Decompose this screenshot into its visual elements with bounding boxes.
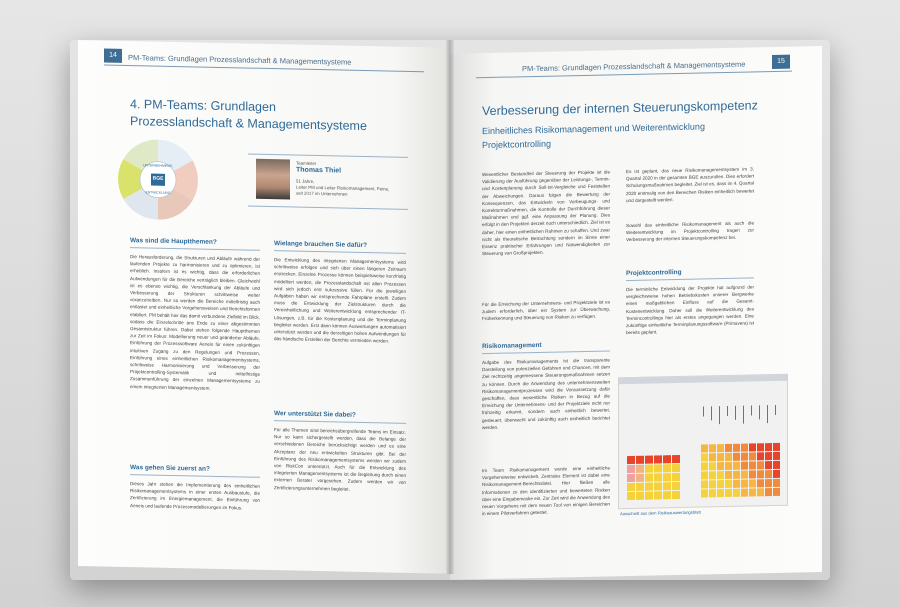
process-circle-diagram (118, 139, 198, 221)
risk-marker-bar (775, 405, 776, 415)
left-title-line2: Prozesslandschaft & Managementsysteme (130, 114, 367, 134)
figure-caption: Ausschnitt aus dem Risikoauswertungsblatt (620, 509, 701, 517)
risk-grid-cell (627, 456, 635, 464)
risk-heatmap-cell (749, 452, 756, 460)
risk-heatmap-cell (717, 489, 724, 497)
right-title: Verbesserung der internen Steuerungskompetenz (482, 98, 758, 119)
risk-grid-cell (636, 456, 644, 464)
risk-heatmap-cell (757, 479, 764, 487)
risk-grid-cell (636, 492, 644, 500)
left-col1-heading1: Was sind die Hauptthemen? (130, 237, 217, 246)
risk-heatmap-cell (757, 452, 764, 460)
sheet-header-bar (619, 375, 787, 385)
risk-heatmap-cell (725, 471, 732, 479)
right-col1-text3: Aufgabe des Risikomanagements ist die transparente Darstellung von potenziellen Gefahren und Chancen, mit dem Ziel rechtzeitig angemessene Steuerungsmaßnahmen setzen zu können. Durch die Anwendung des unternehmensweiten Risikomanagementprozesses wird die Voraussetzung dafür geschaffen, dass wesentliche Risiken in Bezug auf die Erreichung der Unternehmens- und der Projektziele nicht nur frühzeitig erkannt, sondern auch einheitlich bewertet, gesteuert, überwacht und zukünftig auch einheitlich berichtet werden. (482, 357, 610, 430)
risk-heatmap-cell (749, 443, 756, 451)
left-col1-heading2: Was gehen Sie zuerst an? (130, 464, 210, 473)
left-title-line1: 4. PM-Teams: Grundlagen (130, 97, 276, 115)
risk-heatmap-cell (741, 453, 748, 461)
left-running-header: PM-Teams: Grundlagen Prozesslandschaft & Managementsysteme (128, 53, 352, 67)
left-col2-heading1: Wielange brauchen Sie dafür? (274, 240, 368, 250)
risk-grid-cell (654, 455, 662, 463)
left-col2-rule2 (274, 420, 406, 424)
circle-center-label: BGE (152, 175, 164, 182)
risk-heatmap-cell (701, 471, 708, 479)
risk-heatmap-cell (709, 471, 716, 479)
risk-heatmap-cell (773, 479, 780, 487)
risk-marker-bar (743, 406, 744, 424)
risk-marker-bar (759, 405, 760, 419)
risk-heatmap-cell (709, 453, 716, 461)
risk-heatmap-cell (765, 479, 772, 487)
profile-top-rule (248, 154, 408, 158)
risk-marker-bar (727, 406, 728, 416)
profile-line3: seit 2017 im Unternehmen (296, 190, 348, 197)
left-col2-text1: Die Entwicklung des integrierten Managementsystems wird schrittweise erfolgen und sich über einen längeren Zeitraum erstrecken. Einzelne Prozesse können beispielsweise kurzfristig modelliert werden, die Prozesslandschaft mit allen Prozessen wird sich jedoch erst sukzessive füllen. Für die jeweiligen Aufgaben haben wir entsprechende Fahrpläne erstellt. Zudem muss die Entwicklung der Zielstrukturen durch die Vereinheitlichung und Weiterentwicklung entsprechender IT-Lösungen, z.B. für die Kostenplanung und die Terminplanung begleitet werden. Erst dann können Auswertungen automatisiert unterstützt werden und die derzeitigen hohen Aufwendungen für das händische Erstellen der Berichte vermieden werden. (274, 257, 406, 344)
risk-heatmap-cell (725, 453, 732, 461)
risk-heatmap-cell (741, 471, 748, 479)
risk-marker-bar (767, 405, 768, 423)
profile-line2: Leiter PM und Leiter Risikomanagement, Peine, (296, 184, 390, 192)
risk-grid-cell (663, 464, 671, 472)
risk-heatmap-cell (733, 489, 740, 497)
risk-grid-cell (636, 465, 644, 473)
risk-heatmap-cell (733, 480, 740, 488)
right-col2-text1: Es ist geplant, das neue Risikomanagementsystem im 3. Quartal 2020 in der gesamten BGE auszurollen. Dies erfordert Schulungsmaßnahmen begleitet. Ziel ist es, dass im 4. Quartal 2020 erstmalig von den Bereichen Risiken einheitlich bewertet und dargestellt werden. (626, 166, 754, 203)
risk-marker-bar (719, 406, 720, 424)
risk-heatmap-cell (773, 470, 780, 478)
risk-heatmap-cell (725, 462, 732, 470)
profile-bottom-rule (248, 206, 408, 210)
risk-grid-cell (663, 473, 671, 481)
right-col2-text2: Sowohl das einheitliche Risikomanagement als auch die Weiterentwicklung im Projektcontrolling tragen zur Verbesserung der internen Steuerungskompetenz bei. (626, 220, 754, 243)
risk-heatmap-cell (749, 488, 756, 496)
risk-heatmap-cell (709, 489, 716, 497)
left-col2-text2: Für alle Themen sind bereichsübergreifende Teams im Einsatz. Nur so kann sichergestellt werden, dass die Belange der verschiedenen Bereiche berücksichtigt werden und es eine Akzeptanz der neu entwickelten Strukturen gibt. Bei der Einführung des Risikomanagementsystems werden wir zudem von RiskCon unterstützt. Auch für die Entwicklung des integrierten Managementsystems ist die Begleitung durch einen externen Berater vorgesehen. Zudem werden wir von Zertifizierungsunternehmen begleitet. (274, 427, 406, 492)
risk-heatmap-cell (765, 452, 772, 460)
right-col2-rule (626, 277, 754, 281)
right-page-number: 15 (772, 55, 790, 69)
left-col2-heading2: Wer unterstützt Sie dabei? (274, 410, 356, 419)
risk-heatmap-cell (701, 444, 708, 452)
risk-heatmap-cell (765, 470, 772, 478)
left-col1-text1: Die Herausforderung, die Strukturen und Abläufe während der laufenden Projekte zu harmonisieren und zu optimieren, ist erheblich. Insofern ist es wichtig, dass die erforderlichen Aufwendungen für die Bereiche verträglich bleiben. Gleichwohl ist es ebenso wichtig, die Verschlankung der Abläufe und Verbesserung der Strukturen schrittweise weiter voranzutreiben. Nur so werden die Bereiche mittelfristig auch entlastet und einheitliche Vorgehensweisen und Berichtsformen etabliert. PM behält hier das damit verbundene Zielbild im Blick, sodass die Einzelschritte ans Ende zu einer abgestimmten Gesamtstruktur führen. Dabei stehen folgende Hauptthemen zur Zeit im Fokus: Modellierung neuer und geänderter Abläufe, Einführung der Prozesssoftware Aeneis für einen zukünftigen intuitiven Zugang zu den Regelungen und Prozessen, Einführung eines einheitlichen Risikomanagementsystems, schrittweise Harmonisierung und Verbesserung der Projektcontrolling-Systematik und mittelfristige Zusammenführung der einzelnen Managementsysteme zu einem integrierten Managementsystem. (130, 254, 260, 391)
risk-grid-cell (654, 464, 662, 472)
book-spine (446, 40, 454, 574)
risk-heatmap-cell (773, 452, 780, 460)
risk-grid-cell (636, 474, 644, 482)
right-col1-text4: Im Team Risikomanagement wurde eine einheitliche Vorgehensweise entwickelt. Zentrales Element ist dabei eine Risikomanagement-Berechtsdatei. Hier fließen alle Informationen zu den identifizierten und bewerteten Risiken über eine Eingabemaske ein. Zur Zeit wird die Anwendung des neuen Vorgehens mit dem neuen Tool von einigen Bereichen in einem Pilotverfahren getestet. (482, 465, 610, 517)
risk-grid-cell (627, 492, 635, 500)
circle-ring-bottom: ENTWICKLUNG (145, 190, 171, 195)
left-page-number: 14 (104, 49, 122, 63)
risk-heatmap-cell (741, 480, 748, 488)
risk-grid-cell (663, 455, 671, 463)
risk-heatmap-cell (741, 462, 748, 470)
right-col1-text2: Für die Erreichung der Unternehmens- und Projektziele ist es zudem erforderlich, über ein System zur Überwachung, Früherkennung und Steuerung von Risiken zu verfügen. (482, 299, 610, 322)
risk-heatmap-cell (725, 489, 732, 497)
risk-heatmap-cell (709, 462, 716, 470)
risk-marker-bar (703, 406, 704, 416)
risk-marker-bar (711, 406, 712, 420)
right-page (450, 46, 822, 580)
risk-grid-cell (663, 482, 671, 490)
risk-grid-cell (627, 474, 635, 482)
risk-heatmap-cell (741, 444, 748, 452)
teamleader-photo (256, 159, 290, 200)
risk-heatmap-cell (749, 470, 756, 478)
risk-grid-cell (654, 473, 662, 481)
profile-label: Teamleiter (296, 160, 317, 166)
risk-grid-cell (627, 465, 635, 473)
risk-heatmap-cell (701, 453, 708, 461)
profile-line1: 51 Jahre, (296, 178, 315, 184)
right-col2-heading: Projektcontrolling (626, 268, 682, 278)
risk-grid-cell (654, 482, 662, 490)
left-col1-rule1 (130, 247, 260, 251)
risk-grid-cell (672, 482, 680, 490)
risk-heatmap-cell (725, 444, 732, 452)
profile-name: Thomas Thiel (296, 166, 342, 175)
risk-heatmap-cell (765, 443, 772, 451)
right-col2-text3: Die terminliche Entwicklung der Projekte hat aufgrund der vergleichsweise hohen Betriebskosten unserer Bergwerke einen maßgeblichen Einfluss auf die Gesamt-Kostenentwicklung. Daher soll die Weiterentwicklung des Termincontrollings hier als erstes angegangen werden. Eine zukünftige einheitliche Terminplanungssoftware (Primavera) ist bereits geplant. (626, 284, 754, 336)
left-page (78, 40, 450, 574)
risk-heatmap-cell (749, 479, 756, 487)
risk-heatmap-cell (709, 444, 716, 452)
risk-grid-cell (645, 483, 653, 491)
risk-heatmap-cell (773, 443, 780, 451)
risk-heatmap-cell (733, 453, 740, 461)
risk-heatmap-cell (765, 488, 772, 496)
risk-heatmap-cell (701, 489, 708, 497)
right-col1-heading: Risikomanagement (482, 341, 542, 351)
right-col1-text1: Wesentlicher Bestandteil der Steuerung der Projekte ist die Validierung der Ausführung gegenüber der Leistungs-, Termin- und Kostenplanung durch Soll-Ist-Vergleiche und Feststellen der Abweichungen. Daraus folgen die Bewertung der Konsequenzen, das Entwickeln von Vorbeugungs- und Korrekturmaßnahmen, die Kontrolle der Durchführung dieser Maßnahmen und ggf. eine Anpassung der Planung. Dies erfolgt in den Projekten derzeit noch unterschiedlich. Ziel ist es daher, hier einen einheitlichen Rahmen zu schaffen. Und zwar nicht als theoretische Betrachtung sondern im Sinne einer Essenz praktischer Erfahrungen und Notwendigkeiten zur Steuerung von Großprojekten. (482, 169, 610, 257)
left-header-rule (104, 65, 424, 73)
risk-heatmap-cell (701, 462, 708, 470)
risk-heatmap-cell (765, 461, 772, 469)
risk-grid-cell (645, 492, 653, 500)
risk-grid-cell (636, 483, 644, 491)
risk-grid-cell (645, 456, 653, 464)
left-col1-rule2 (130, 474, 260, 478)
risk-heatmap-cell (717, 480, 724, 488)
right-subtitle-line1: Einheitliches Risikomanagement und Weiterentwicklung (482, 121, 705, 137)
risk-heatmap-cell (733, 462, 740, 470)
risk-heatmap-cell (717, 453, 724, 461)
risk-grid-cell (645, 474, 653, 482)
risk-heatmap-cell (757, 461, 764, 469)
risk-grid-cell (645, 465, 653, 473)
risk-heatmap-cell (773, 488, 780, 496)
risk-heatmap-cell (709, 480, 716, 488)
risk-heatmap-cell (757, 470, 764, 478)
circle-ring-top: UNTERNEHMENS- (143, 163, 173, 168)
risk-heatmap-cell (733, 444, 740, 452)
left-col1-text2: Dieses Jahr stehen die Implementierung des einheitlichen Risikomanagementsystems in einer ersten Ausbaustufe, die Zertifizierung im Energiemanagement, die Einführung von Aeneis und laufende Prozessmodellierungen im Fokus. (130, 481, 260, 511)
risk-grid-cell (672, 491, 680, 499)
risk-heatmap-cell (701, 480, 708, 488)
risk-grid-cell (672, 473, 680, 481)
risk-grid-cell (654, 491, 662, 499)
right-subtitle-line2: Projektcontrolling (482, 138, 552, 151)
risk-marker-bar (735, 406, 736, 420)
risk-marker-bar (751, 405, 752, 415)
risk-heatmap-cell (725, 480, 732, 488)
risk-heatmap-cell (741, 489, 748, 497)
right-running-header: PM-Teams: Grundlagen Prozesslandschaft & Managementsysteme (522, 59, 746, 74)
risk-evaluation-sheet-figure (618, 374, 788, 510)
risk-heatmap-cell (717, 462, 724, 470)
right-col1-rule (482, 350, 610, 354)
risk-heatmap-cell (757, 443, 764, 451)
risk-heatmap-cell (749, 461, 756, 469)
left-col2-rule1 (274, 250, 406, 254)
risk-heatmap-cell (757, 488, 764, 496)
risk-heatmap-cell (717, 444, 724, 452)
risk-grid-cell (672, 455, 680, 463)
risk-heatmap-cell (717, 471, 724, 479)
risk-grid-cell (672, 464, 680, 472)
risk-heatmap-cell (773, 461, 780, 469)
risk-grid-cell (627, 483, 635, 491)
risk-heatmap-cell (733, 471, 740, 479)
risk-grid-cell (663, 491, 671, 499)
